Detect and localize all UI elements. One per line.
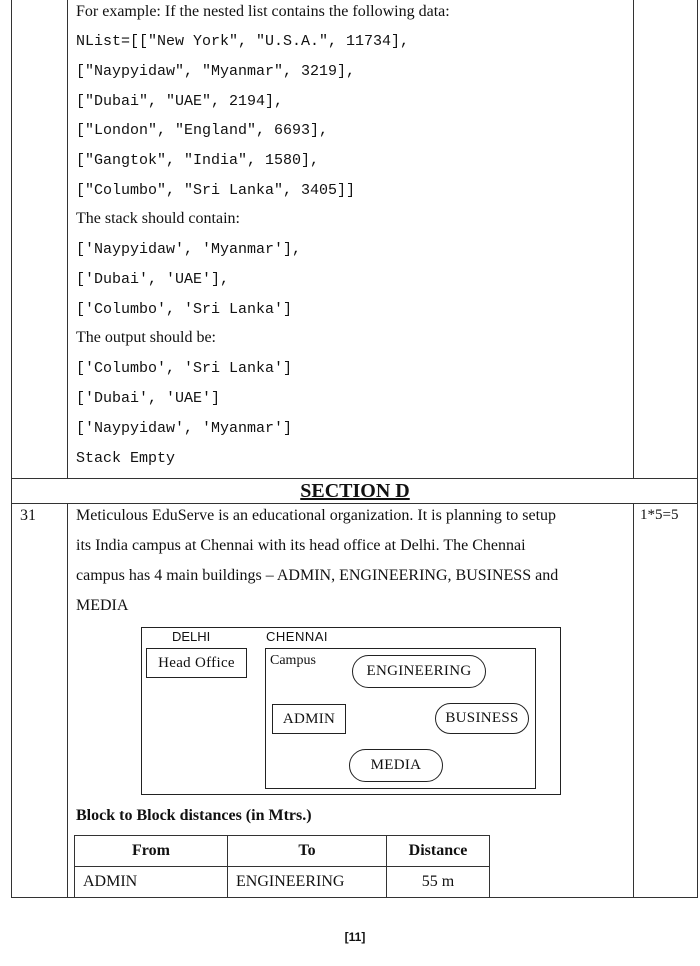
question-line: MEDIA [76,597,129,614]
nlist-line: NList=[["New York", "U.S.A.", 11734], [76,33,410,50]
nlist-line: ["Gangtok", "India", 1580], [76,152,320,169]
column-divider-2 [633,0,634,478]
question-marks: 1*5=5 [640,507,679,523]
stack-line: ['Dubai', 'UAE'], [76,271,230,288]
business-building: BUSINESS [435,703,529,734]
header-distance: Distance [387,836,490,867]
output-line: Stack Empty [76,450,176,467]
row-divider-section [11,503,698,504]
table-border-right [697,0,698,897]
nlist-line: ["Columbo", "Sri Lanka", 3405]] [76,182,356,199]
row-divider-top [11,478,698,479]
engineering-building: ENGINEERING [352,655,486,688]
campus-label: Campus [270,653,316,668]
cell-from: ADMIN [75,867,228,898]
question-line: its India campus at Chennai with its head office at Delhi. The Chennai [76,537,526,554]
nlist-line: ["Dubai", "UAE", 2194], [76,93,284,110]
column-divider-1b [67,503,68,897]
column-divider-1 [67,0,68,478]
question-line: Meticulous EduServe is an educational organization. It is planning to setup [76,507,557,524]
cell-distance: 55 m [387,867,490,898]
distances-heading: Block to Block distances (in Mtrs.) [76,807,312,824]
output-line: ['Dubai', 'UAE'] [76,390,221,407]
chennai-label: CHENNAI [266,629,329,644]
stack-line: ['Columbo', 'Sri Lanka'] [76,301,293,318]
intro-text: For example: If the nested list contains the following data: [76,3,450,20]
header-from: From [75,836,228,867]
head-office-box: Head Office [146,648,247,678]
table-row [75,867,490,898]
nlist-line: ["Naypyidaw", "Myanmar", 3219], [76,63,356,80]
admin-building: ADMIN [272,704,346,734]
question-line: campus has 4 main buildings – ADMIN, ENGINEERING, BUSINESS and [76,567,559,584]
table-border-left [11,0,12,897]
delhi-label: DELHI [172,629,211,644]
section-title: SECTION D [300,480,410,502]
output-line: ['Columbo', 'Sri Lanka'] [76,360,293,377]
table-header-row [75,836,490,867]
cell-to: ENGINEERING [228,867,387,898]
stack-heading: The stack should contain: [76,210,240,227]
page-number: [11] [344,930,366,944]
media-building: MEDIA [349,749,443,782]
output-heading: The output should be: [76,329,216,346]
column-divider-2b [633,503,634,897]
question-number: 31 [20,507,36,524]
output-line: ['Naypyidaw', 'Myanmar'] [76,420,293,437]
distance-table [74,835,490,898]
nlist-line: ["London", "England", 6693], [76,122,329,139]
header-to: To [228,836,387,867]
stack-line: ['Naypyidaw', 'Myanmar'], [76,241,302,258]
